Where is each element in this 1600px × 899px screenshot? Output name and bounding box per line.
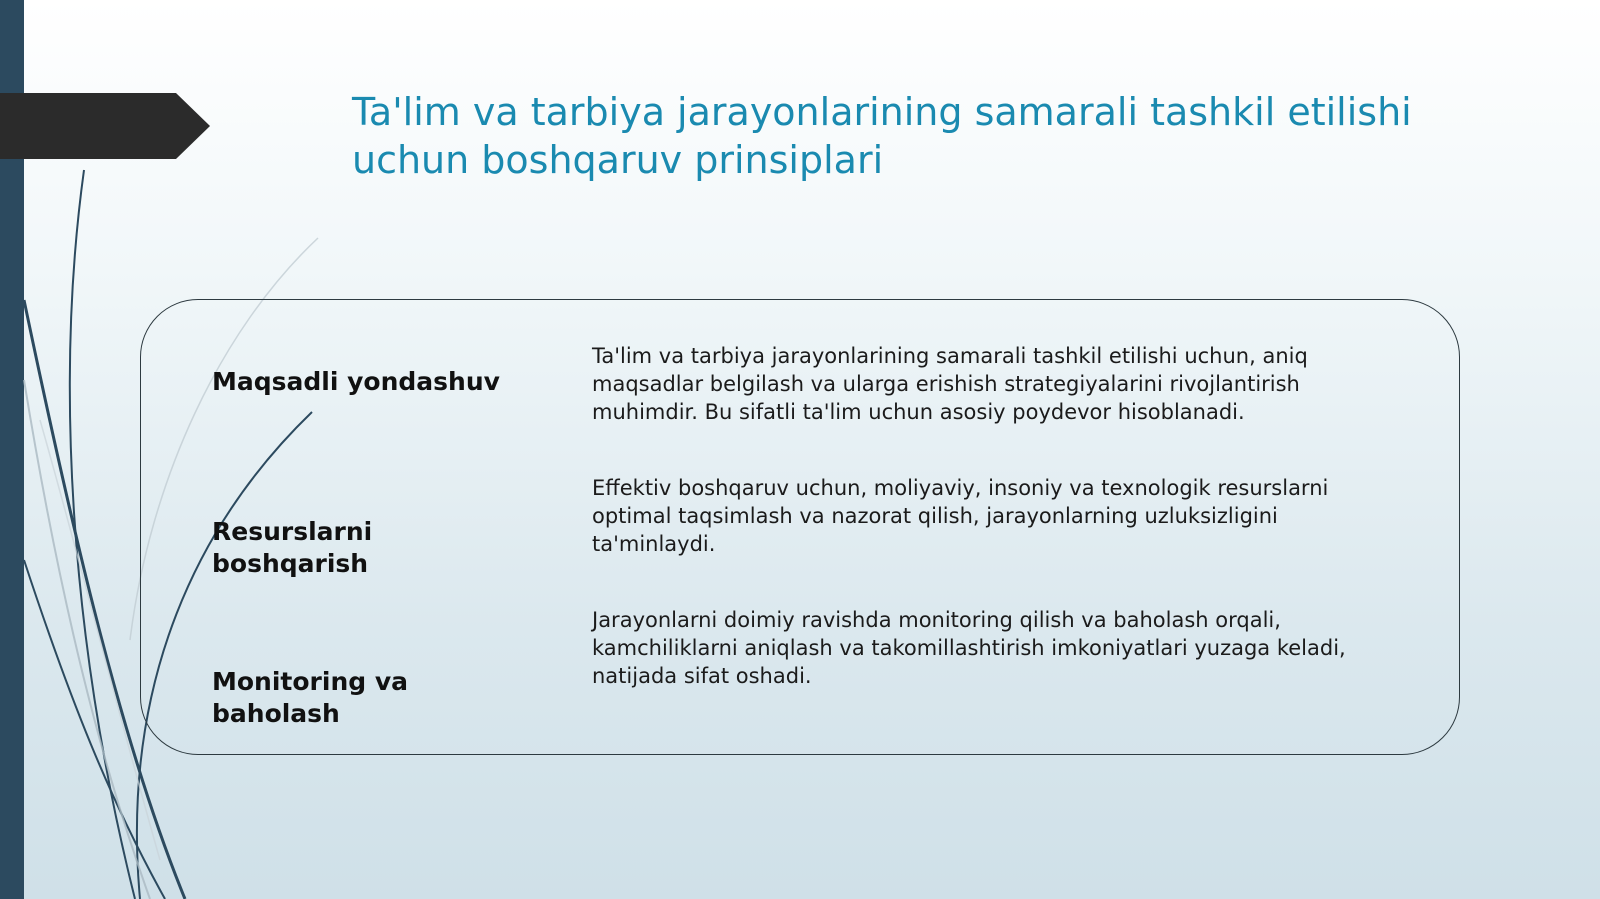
principle-label-2-line-1: Resurslarni xyxy=(212,517,373,546)
slide-title-line-1: Ta'lim va tarbiya jarayonlarining samarali tashkil etilishi xyxy=(352,90,1412,134)
arrow-tab-shape xyxy=(0,93,210,159)
principle-description-1: Ta'lim va tarbiya jarayonlarining samarali tashkil etilishi uchun, aniq maqsadlar belgilash va ularga erishish strategiyalarini rivojlantirish muhimdir. Bu sifatli ta'lim uchun asosiy poydevor hisoblanadi. xyxy=(592,344,1308,424)
principle-label-3-line-1: Monitoring va xyxy=(212,667,409,696)
principle-label-2 xyxy=(212,516,542,580)
principle-label-2-line-2: boshqarish xyxy=(212,549,369,578)
principle-label-3 xyxy=(212,666,542,730)
slide-title xyxy=(352,88,1452,184)
principle-description-3: Jarayonlarni doimiy ravishda monitoring qilish va baholash orqali, kamchiliklarni aniqlash va takomillashtirish imkoniyatlari yuzaga keladi, natijada sifat oshadi. xyxy=(592,608,1346,688)
principle-label-1 xyxy=(212,366,542,398)
slide-title-line-2: uchun boshqaruv prinsiplari xyxy=(352,138,884,182)
principle-label-1-line-1: Maqsadli yondashuv xyxy=(212,367,500,396)
principle-label-3-line-2: baholash xyxy=(212,699,340,728)
principle-description-2: Effektiv boshqaruv uchun, moliyaviy, insoniy va texnologik resurslarni optimal taqsimlash va nazorat qilish, jarayonlarning uzluksizligini ta'minlaydi. xyxy=(592,476,1329,556)
